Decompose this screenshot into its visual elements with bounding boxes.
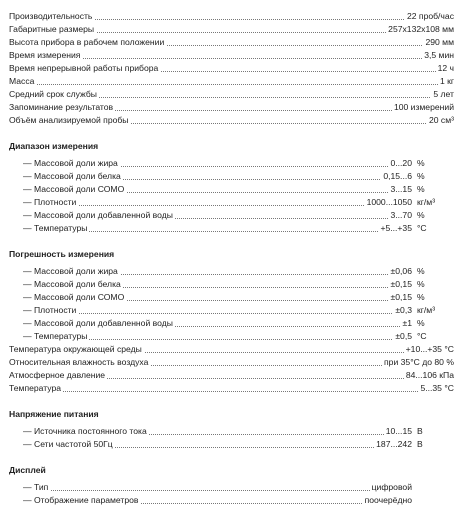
dotted-leader <box>9 391 454 392</box>
spec-unit: % <box>417 210 425 220</box>
spec-row <box>9 209 454 222</box>
spec-value: +10...+35 °C <box>405 344 454 354</box>
spec-unit: кг/м³ <box>417 197 436 207</box>
dotted-leader <box>23 205 414 206</box>
spec-row <box>9 88 454 101</box>
spec-value: 12 ч <box>437 63 454 73</box>
spec-value: ±1 <box>402 318 412 328</box>
spec-unit: % <box>417 279 425 289</box>
spec-label: Относительная влажность воздуха <box>9 357 149 367</box>
spec-row <box>9 10 454 23</box>
spec-value: поочерёдно <box>364 495 412 505</box>
spec-row <box>9 114 454 127</box>
spec-value: ±0,15 <box>390 292 412 302</box>
spec-value: 3...15 <box>390 184 412 194</box>
spec-row <box>9 222 454 235</box>
spec-label: Масса <box>9 76 35 86</box>
section-title-error: Погрешность измерения <box>9 249 115 259</box>
spec-label: Производительность <box>9 11 93 21</box>
spec-label: Габаритные размеры <box>9 24 95 34</box>
dotted-leader <box>23 490 414 491</box>
spec-row <box>9 438 454 451</box>
spec-value: 3...70 <box>390 210 412 220</box>
spec-value: цифровой <box>371 482 412 492</box>
display-specs <box>9 481 454 507</box>
spec-unit: % <box>417 318 425 328</box>
spec-value: 1000...1050 <box>366 197 412 207</box>
spec-unit: % <box>417 266 425 276</box>
spec-label: Средний срок службы <box>9 89 97 99</box>
spec-label: Время непрерывной работы прибора <box>9 63 159 73</box>
spec-value: 20 см³ <box>428 115 454 125</box>
spec-row <box>9 278 454 291</box>
spec-row <box>9 343 454 356</box>
spec-sheet <box>9 10 454 507</box>
spec-value: +5...+35 <box>380 223 412 233</box>
spec-unit: % <box>417 184 425 194</box>
spec-unit: кг/м³ <box>417 305 436 315</box>
spec-row <box>9 101 454 114</box>
spec-label: — Массовой доли СОМО <box>23 292 125 302</box>
spec-value: 290 мм <box>425 37 454 47</box>
spec-row <box>9 62 454 75</box>
spec-value: 5...35 °C <box>420 383 454 393</box>
spec-label: — Температуры <box>23 223 88 233</box>
section-title-power: Напряжение питания <box>9 409 99 419</box>
spec-row <box>9 382 454 395</box>
general-specs <box>9 10 454 127</box>
spec-label: — Массовой доли жира <box>23 266 118 276</box>
spec-unit: °C <box>417 223 427 233</box>
spec-value: 5 лет <box>433 89 454 99</box>
spec-value: при 35°C до 80 % <box>384 357 454 367</box>
spec-label: — Сети частотой 50Гц <box>23 439 113 449</box>
spec-value: 1 кг <box>439 76 454 86</box>
spec-row <box>9 157 454 170</box>
spec-label: — Тип <box>23 482 49 492</box>
spec-value: 187...242 <box>376 439 412 449</box>
spec-label: — Массовой доли белка <box>23 279 121 289</box>
spec-value: ±0,5 <box>395 331 412 341</box>
spec-row <box>9 170 454 183</box>
range-specs <box>9 157 454 235</box>
section-title-display: Дисплей <box>9 465 46 475</box>
spec-row <box>9 183 454 196</box>
spec-unit: % <box>417 171 425 181</box>
spec-label: — Массовой доли добавленной воды <box>23 318 173 328</box>
spec-unit: В <box>417 426 423 436</box>
spec-row <box>9 356 454 369</box>
environment-specs <box>9 343 454 395</box>
spec-label: — Температуры <box>23 331 88 341</box>
spec-row <box>9 23 454 36</box>
spec-label: Объём анализируемой пробы <box>9 115 129 125</box>
power-specs <box>9 425 454 451</box>
spec-value: ±0,3 <box>395 305 412 315</box>
spec-value: 0...20 <box>390 158 412 168</box>
spec-row <box>9 304 454 317</box>
spec-label: Высота прибора в рабочем положении <box>9 37 165 47</box>
spec-row <box>9 49 454 62</box>
spec-value: 22 проб/час <box>406 11 454 21</box>
spec-value: ±0,06 <box>390 266 412 276</box>
spec-label: — Источника постоянного тока <box>23 426 147 436</box>
dotted-leader <box>9 84 454 85</box>
spec-row <box>9 196 454 209</box>
spec-label: — Массовой доли жира <box>23 158 118 168</box>
spec-value: 0,15...6 <box>383 171 412 181</box>
spec-row <box>9 75 454 88</box>
spec-label: — Массовой доли СОМО <box>23 184 125 194</box>
spec-label: Время измерения <box>9 50 81 60</box>
spec-row <box>9 330 454 343</box>
spec-row <box>9 481 454 494</box>
spec-label: — Отображение параметров <box>23 495 139 505</box>
spec-label: — Плотности <box>23 305 77 315</box>
spec-value: 100 измерений <box>393 102 454 112</box>
spec-unit: % <box>417 292 425 302</box>
spec-label: — Массовой доли белка <box>23 171 121 181</box>
spec-row <box>9 317 454 330</box>
spec-row <box>9 369 454 382</box>
error-specs <box>9 265 454 343</box>
spec-value: 10...15 <box>385 426 412 436</box>
spec-label: Атмосферное давление <box>9 370 106 380</box>
spec-label: Запоминание результатов <box>9 102 114 112</box>
dotted-leader <box>23 313 414 314</box>
spec-value: ±0,15 <box>390 279 412 289</box>
spec-unit: В <box>417 439 423 449</box>
spec-unit: % <box>417 158 425 168</box>
spec-row <box>9 265 454 278</box>
spec-label: — Плотности <box>23 197 77 207</box>
spec-label: Температура окружающей среды <box>9 344 142 354</box>
spec-row <box>9 425 454 438</box>
spec-unit: °C <box>417 331 427 341</box>
spec-label: — Массовой доли добавленной воды <box>23 210 173 220</box>
spec-value: 3,5 мин <box>424 50 454 60</box>
spec-row <box>9 494 454 507</box>
spec-value: 84...106 кПа <box>405 370 454 380</box>
spec-row <box>9 291 454 304</box>
spec-row <box>9 36 454 49</box>
spec-label: Температура <box>9 383 62 393</box>
section-title-range: Диапазон измерения <box>9 141 99 151</box>
spec-value: 257х132х108 мм <box>388 24 454 34</box>
